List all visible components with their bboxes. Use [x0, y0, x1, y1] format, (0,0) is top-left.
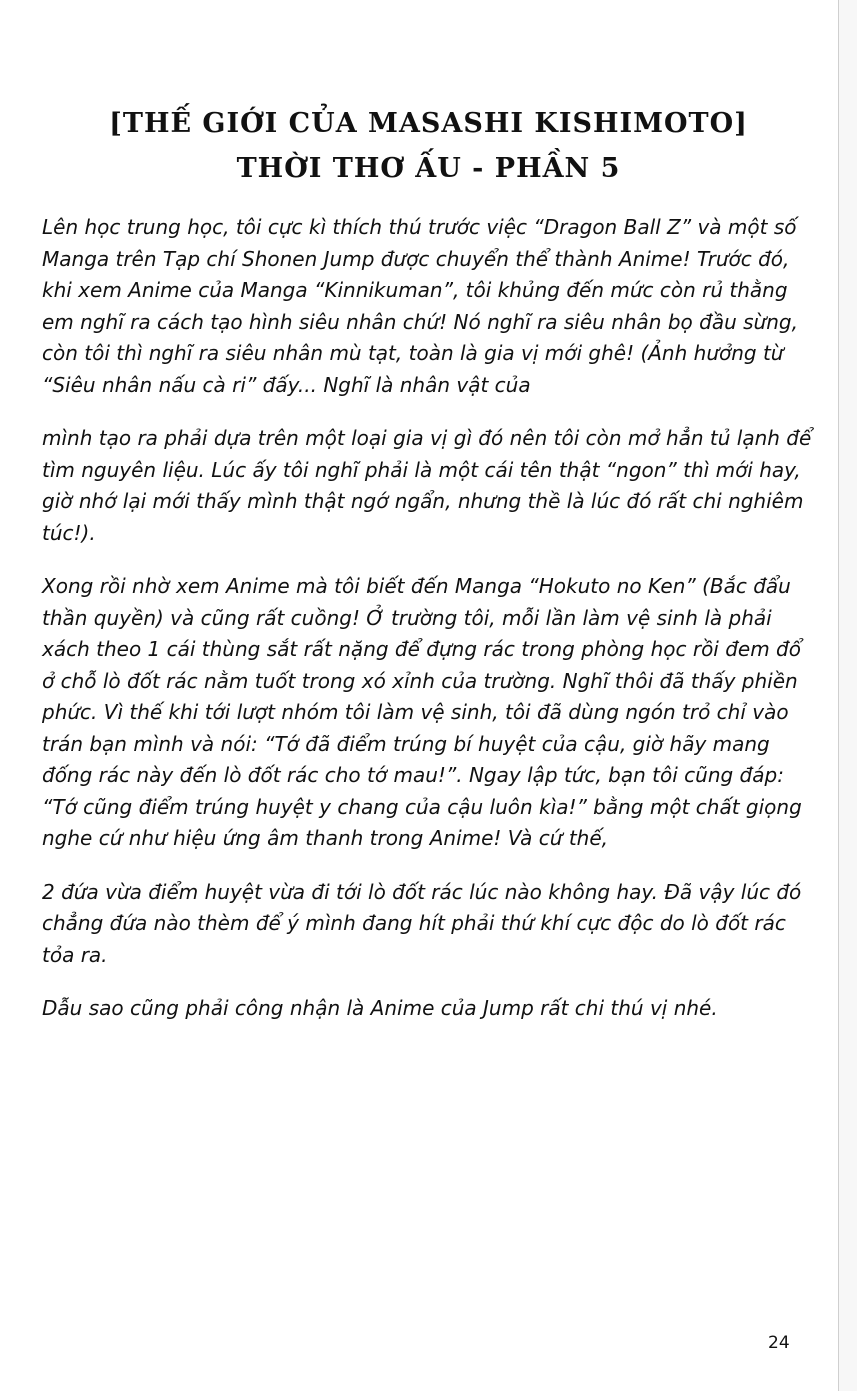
title-line-2: THỜI THƠ ẤU - PHẦN 5	[236, 153, 621, 184]
paragraph-2: mình tạo ra phải dựa trên một loại gia vị gì đó nên tôi còn mở hẳn tủ lạnh để tìm nguyên liệu. Lúc ấy tôi nghĩ phải là một cái tên thật “ngon” thì mới hay, giờ nhớ lại mới thấy mình thật ngớ ngẩn, nhưng thề là lúc đó rất chi nghiêm túc!).	[42, 426, 812, 545]
title-line-1: [THẾ GIỚI CỦA MASASHI KISHIMOTO]	[109, 108, 748, 139]
paragraph-5: Dẫu sao cũng phải công nhận là Anime của Jump rất chi thú vị nhé.	[42, 996, 718, 1020]
body-text	[42, 212, 812, 1047]
paragraph-1: Lên học trung học, tôi cực kì thích thú trước việc “Dragon Ball Z” và một số Manga trên Tạp chí Shonen Jump được chuyển thể thành Anime! Trước đó, khi xem Anime của Manga “Kinnikuman”, tôi khủng đến mức còn rủ thằng em nghĩ ra cách tạo hình siêu nhân chứ! Nó nghĩ ra siêu nhân bọ đầu sừng, còn tôi thì nghĩ ra siêu nhân mù tạt, toàn là gia vị mới ghê! (Ảnh hưởng từ “Siêu nhân nấu cà ri” đấy... Nghĩ là nhân vật của	[42, 215, 798, 397]
paragraph-3: Xong rồi nhờ xem Anime mà tôi biết đến Manga “Hokuto no Ken” (Bắc đẩu thần quyền) và cũng rất cuồng! Ở trường tôi, mỗi lần làm vệ sinh là phải xách theo 1 cái thùng sắt rất nặng để đựng rác trong phòng học rồi đem đổ ở chỗ lò đốt rác nằm tuốt trong xó xỉnh của trường. Nghĩ thôi đã thấy phiền phức. Vì thế khi tới lượt nhóm tôi làm vệ sinh, tôi đã dùng ngón trỏ chỉ vào trán bạn mình và nói: “Tớ đã điểm trúng bí huyệt của cậu, giờ hãy mang đống rác này đến lò đốt rác cho tớ mau!”. Ngay lập tức, bạn tôi cũng đáp: “Tớ cũng điểm trúng huyệt y chang của cậu luôn kìa!” bằng một chất giọng nghe cứ như hiệu ứng âm thanh trong Anime! Và cứ thế,	[42, 574, 802, 850]
paragraph-4: 2 đứa vừa điểm huyệt vừa đi tới lò đốt rác lúc nào không hay. Đã vậy lúc đó chẳng đứa nào thèm để ý mình đang hít phải thứ khí cực độc do lò đốt rác tỏa ra.	[42, 879, 802, 967]
page-number: 24	[768, 1333, 790, 1353]
page-edge-shade	[839, 0, 857, 1391]
